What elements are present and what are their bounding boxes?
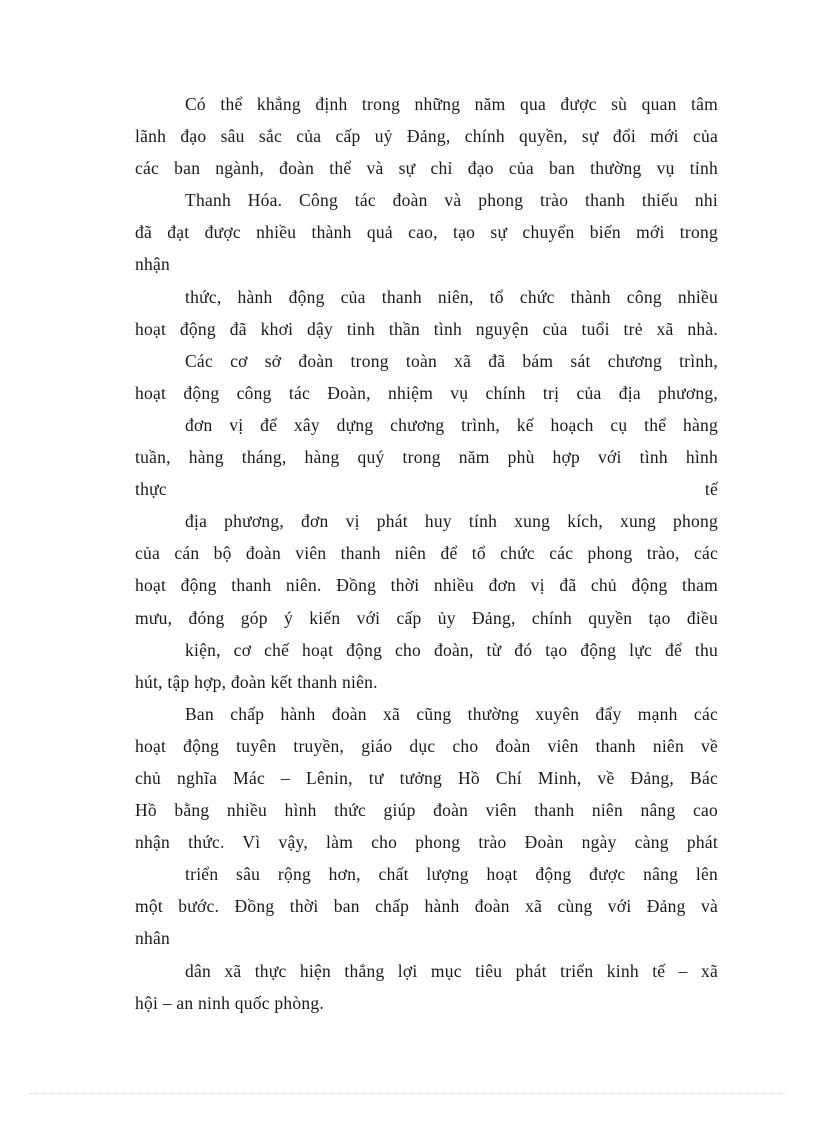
text-line: dân xã thực hiện thắng lợi mục tiêu phát triển kinh tế – xã bbox=[185, 960, 718, 981]
text-line: hoạt động công tác Đoàn, nhiệm vụ chính trị của địa phương, bbox=[135, 382, 718, 403]
text-line: Hồ bằng nhiều hình thức giúp đoàn viên thanh niên nâng cao bbox=[135, 800, 718, 821]
text-line: hoạt động đã khơi dậy tinh thần tình nguyện của tuổi trẻ xã nhà. bbox=[135, 318, 718, 339]
text-line: thức, hành động của thanh niên, tổ chức thành công nhiều bbox=[185, 286, 718, 307]
text-line: hoạt động tuyên truyền, giáo dục cho đoàn viên thanh niên về bbox=[135, 735, 718, 756]
text-line: đơn vị để xây dựng chương trình, kế hoạch cụ thể hàng bbox=[185, 414, 718, 435]
text-line: địa phương, đơn vị phát huy tính xung kích, xung phong bbox=[185, 511, 718, 532]
text-line: hoạt động thanh niên. Đồng thời nhiều đơn vị đã chủ động tham bbox=[135, 575, 718, 596]
text-line: mưu, đóng góp ý kiến với cấp ủy Đảng, chính quyền tạo điều bbox=[135, 607, 718, 628]
text-line: nhân bbox=[135, 928, 171, 949]
text-line: Thanh Hóa. Công tác đoàn và phong trào thanh thiếu nhi bbox=[185, 190, 718, 211]
page-footer-divider bbox=[30, 1093, 786, 1094]
text-line: lãnh đạo sâu sắc của cấp uỷ Đảng, chính quyền, sự đổi mới của bbox=[135, 126, 718, 147]
text-line: của cán bộ đoàn viên thanh niên để tổ chức các phong trào, các bbox=[135, 543, 718, 564]
text-line: các ban ngành, đoàn thể và sự chỉ đạo của ban thường vụ tỉnh bbox=[135, 158, 718, 179]
text-line: Có thể khẳng định trong những năm qua được sù quan tâm bbox=[185, 94, 718, 114]
text-line: nhận thức. Vì vậy, làm cho phong trào Đoàn ngày càng phát bbox=[135, 832, 718, 853]
text-line: triển sâu rộng hơn, chất lượng hoạt động được nâng lên bbox=[185, 864, 718, 885]
text-line: thực tế bbox=[135, 479, 718, 500]
text-line: tuần, hàng tháng, hàng quý trong năm phù hợp với tình hình bbox=[135, 447, 718, 468]
document-body bbox=[135, 88, 718, 1019]
text-line: đã đạt được nhiều thành quả cao, tạo sự chuyển biến mới trong bbox=[135, 222, 718, 243]
text-line: Ban chấp hành đoàn xã cũng thường xuyên đẩy mạnh các bbox=[185, 703, 718, 724]
text-line: một bước. Đồng thời ban chấp hành đoàn xã cùng với Đảng và bbox=[135, 896, 718, 917]
text-line: kiện, cơ chế hoạt động cho đoàn, từ đó tạo động lực để thu bbox=[185, 639, 718, 660]
text-line: hút, tập hợp, đoàn kết thanh niên. bbox=[135, 671, 378, 692]
text-line: hội – an ninh quốc phòng. bbox=[135, 992, 325, 1013]
text-line: Các cơ sở đoàn trong toàn xã đã bám sát chương trình, bbox=[185, 350, 718, 371]
text-line: chủ nghĩa Mác – Lênin, tư tưởng Hồ Chí Minh, về Đảng, Bác bbox=[135, 767, 718, 788]
text-line: nhận bbox=[135, 254, 171, 275]
